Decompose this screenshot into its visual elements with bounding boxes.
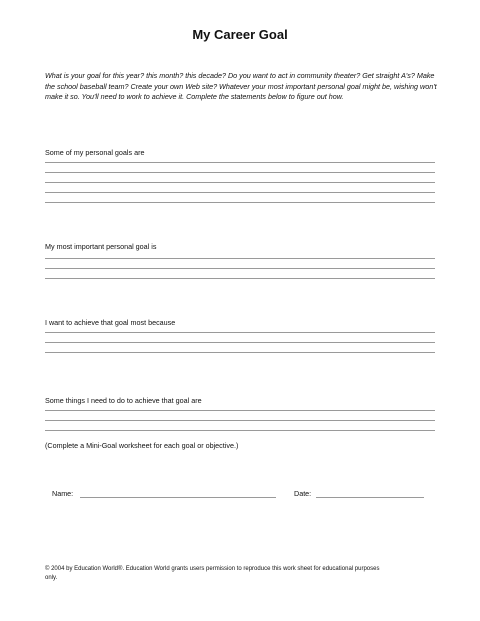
- answer-line[interactable]: [45, 352, 435, 353]
- page-title: My Career Goal: [192, 27, 288, 42]
- answer-line[interactable]: [45, 258, 435, 259]
- answer-line[interactable]: [45, 410, 435, 411]
- answer-line[interactable]: [45, 182, 435, 183]
- name-label: Name:: [52, 489, 74, 498]
- answer-line[interactable]: [45, 268, 435, 269]
- answer-line[interactable]: [45, 278, 435, 279]
- answer-line[interactable]: [45, 430, 435, 431]
- answer-line[interactable]: [45, 420, 435, 421]
- section-prompt-achieve-because: I want to achieve that goal most because: [45, 318, 176, 327]
- section-prompt-things-to-do: Some things I need to do to achieve that goal are: [45, 396, 202, 405]
- answer-line[interactable]: [45, 332, 435, 333]
- date-field[interactable]: [316, 497, 424, 498]
- section-prompt-personal-goals: Some of my personal goals are: [45, 148, 145, 157]
- mini-goal-note: (Complete a Mini-Goal worksheet for each goal or objective.): [45, 441, 239, 450]
- section-prompt-most-important-goal: My most important personal goal is: [45, 242, 157, 251]
- answer-line[interactable]: [45, 172, 435, 173]
- answer-line[interactable]: [45, 162, 435, 163]
- answer-line[interactable]: [45, 202, 435, 203]
- answer-line[interactable]: [45, 192, 435, 193]
- date-label: Date:: [294, 489, 312, 498]
- answer-line[interactable]: [45, 342, 435, 343]
- intro-paragraph: What is your goal for this year? this month? this decade? Do you want to act in community theater? Get straight A's? Make the school baseball team? Create your own Web site? Whatever your most important personal goal might be, wishing won't make it so. You'll need to work to achieve it. Complete the statements below to figure out how.: [45, 71, 437, 101]
- copyright-footer: © 2004 by Education World®. Education World grants users permission to reproduce this work sheet for educational purposes only.: [45, 566, 380, 581]
- name-field[interactable]: [80, 497, 276, 498]
